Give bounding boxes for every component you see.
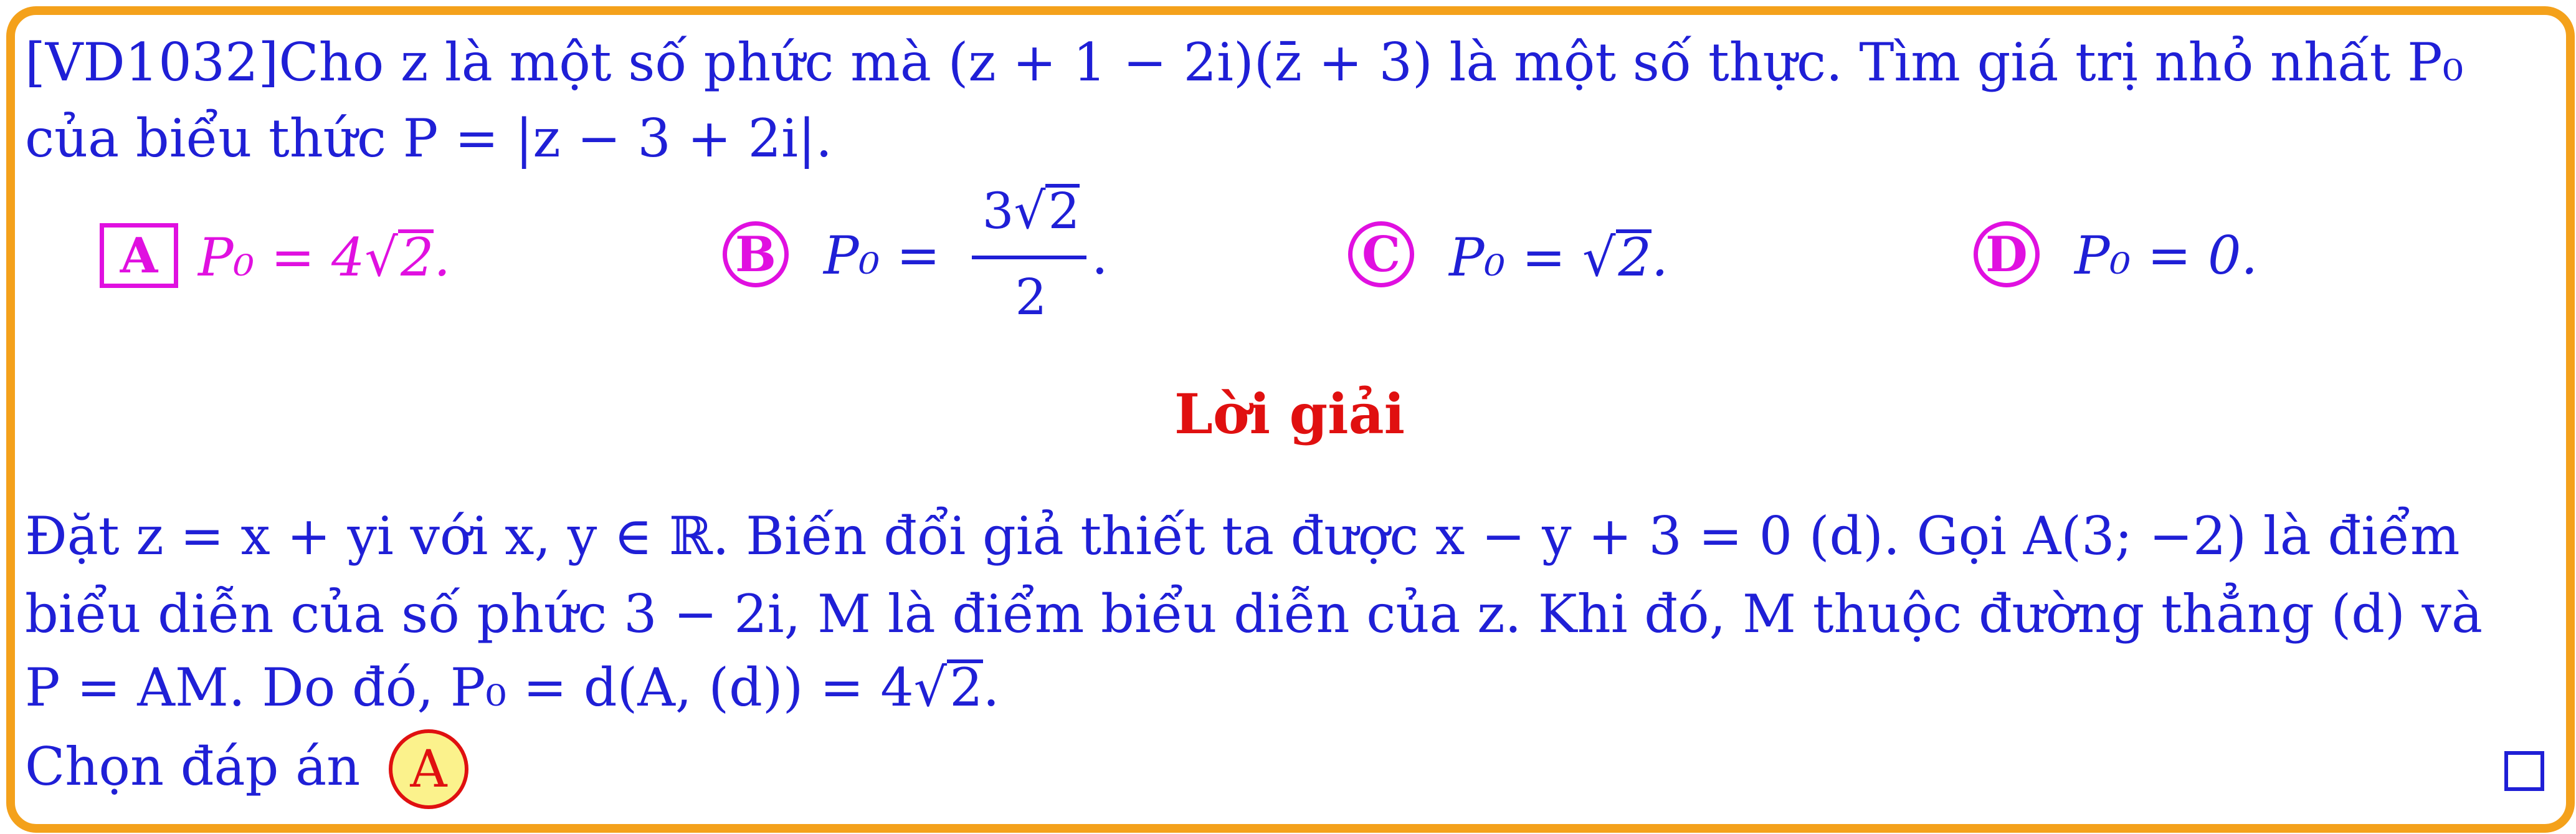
option-b-numerator-coef: 3	[982, 182, 1014, 240]
option-b-prefix[interactable]: P₀ =	[824, 225, 941, 286]
option-c-text[interactable]	[1449, 227, 1668, 288]
option-b-radicand: 2	[1045, 184, 1080, 235]
option-b-marker[interactable]: B	[723, 221, 789, 287]
option-a-marker[interactable]: A	[100, 223, 178, 288]
option-c-prefix: P₀ =	[1449, 227, 1582, 288]
option-c-suffix: .	[1651, 227, 1668, 288]
option-d-text[interactable]: P₀ = 0.	[2075, 225, 2258, 286]
option-a-suffix: .	[434, 227, 451, 288]
choose-answer-label: Chọn đáp án	[25, 736, 361, 797]
solution-line-3-radicand: 2	[947, 659, 982, 713]
sqrt-sign: √	[913, 657, 948, 718]
sqrt-sign: √	[1014, 182, 1046, 240]
qed-square-icon	[2504, 751, 2544, 791]
question-line-1: [VD1032]Cho z là một số phức mà (z + 1 − 2i)(z̄ + 3) là một số thực. Tìm giá trị nhỏ nhất P₀	[25, 32, 2464, 93]
option-d-marker[interactable]: D	[1974, 221, 2040, 287]
solution-line-3	[25, 657, 1000, 718]
option-a-text[interactable]	[198, 227, 451, 288]
option-b-numerator	[969, 182, 1093, 240]
option-a-radicand: 2	[398, 229, 434, 283]
solution-line-1: Đặt z = x + yi với x, y ∈ ℝ. Biến đổi giả thiết ta được x − y + 3 = 0 (d). Gọi A(3; −2) là điểm	[25, 506, 2460, 567]
option-b-fraction-bar	[972, 256, 1086, 259]
answer-badge: A	[389, 729, 468, 809]
option-c-marker[interactable]: C	[1348, 221, 1414, 287]
option-c-radicand: 2	[1616, 229, 1652, 283]
option-a-prefix: P₀ = 4	[198, 227, 365, 288]
option-b-denominator: 2	[1015, 268, 1047, 326]
sqrt-sign: √	[1582, 227, 1616, 288]
question-line-2: của biểu thức P = |z − 3 + 2i|.	[25, 108, 832, 169]
solution-line-3-suffix: .	[982, 657, 1000, 718]
solution-heading: Lời giải	[1174, 381, 1405, 446]
option-b-suffix: .	[1091, 225, 1108, 286]
sqrt-sign: √	[364, 227, 398, 288]
solution-line-3-prefix: P = AM. Do đó, P₀ = d(A, (d)) = 4	[25, 657, 914, 718]
solution-line-2: biểu diễn của số phức 3 − 2i, M là điểm biểu diễn của z. Khi đó, M thuộc đường thẳng (d) và	[25, 583, 2483, 645]
